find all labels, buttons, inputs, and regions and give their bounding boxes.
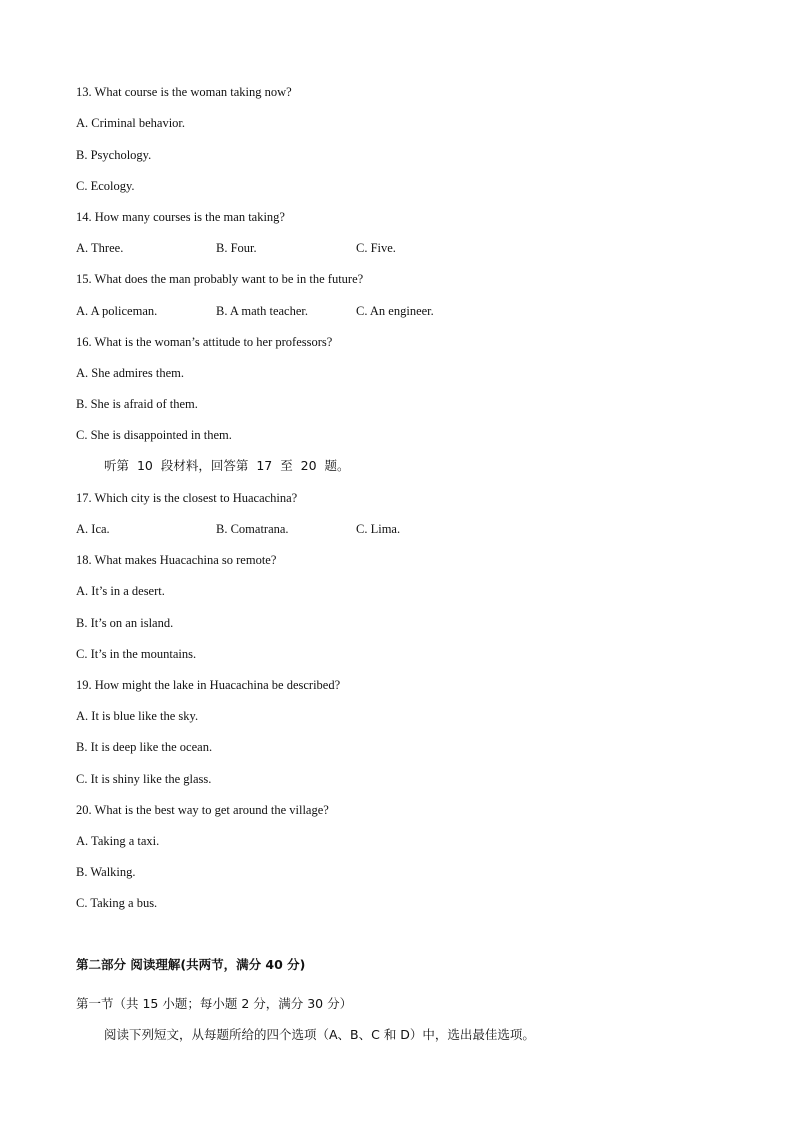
question-13: 13. What course is the woman taking now? [76, 85, 292, 99]
q16-option-a: A. She admires them. [76, 366, 184, 380]
q14-option-a: A. Three. [76, 241, 124, 255]
q19-option-c: C. It is shiny like the glass. [76, 772, 212, 786]
q19-option-b: B. It is deep like the ocean. [76, 740, 213, 754]
q17-option-a: A. Ica. [76, 522, 110, 536]
question-18: 18. What makes Huacachina so remote? [76, 553, 277, 567]
passage-10-instruction: 听第 10 段材料，回答第 17 至 20 题。 [104, 458, 350, 473]
question-14: 14. How many courses is the man taking? [76, 210, 285, 224]
question-15: 15. What does the man probably want to be in the future? [76, 272, 364, 286]
q18-option-b: B. It’s on an island. [76, 616, 174, 630]
q19-option-a: A. It is blue like the sky. [76, 709, 199, 723]
question-16: 16. What is the woman’s attitude to her professors? [76, 335, 333, 349]
q14-option-b: B. Four. [216, 241, 257, 255]
q15-option-c: C. An engineer. [356, 304, 434, 318]
q17-option-b: B. Comatrana. [216, 522, 289, 536]
q17-option-c: C. Lima. [356, 522, 401, 536]
q16-option-c: C. She is disappointed in them. [76, 428, 232, 442]
q18-option-c: C. It’s in the mountains. [76, 647, 197, 661]
q20-option-a: A. Taking a taxi. [76, 834, 160, 848]
q15-option-b: B. A math teacher. [216, 304, 308, 318]
part-2-heading: 第二部分 阅读理解(共两节，满分 40 分) [76, 957, 306, 972]
question-17: 17. Which city is the closest to Huacachina? [76, 491, 298, 505]
q13-option-c: C. Ecology. [76, 179, 135, 193]
q15-option-a: A. A policeman. [76, 304, 158, 318]
q18-option-a: A. It’s in a desert. [76, 584, 165, 598]
q16-option-b: B. She is afraid of them. [76, 397, 198, 411]
q20-option-c: C. Taking a bus. [76, 896, 158, 910]
q13-option-a: A. Criminal behavior. [76, 116, 186, 130]
section-1-heading: 第一节（共 15 小题；每小题 2 分，满分 30 分） [76, 996, 353, 1011]
q20-option-b: B. Walking. [76, 865, 136, 879]
question-19: 19. How might the lake in Huacachina be described? [76, 678, 341, 692]
q14-option-c: C. Five. [356, 241, 396, 255]
question-20: 20. What is the best way to get around the village? [76, 803, 329, 817]
section-1-instruction: 阅读下列短文，从每题所给的四个选项（A、B、C 和 D）中，选出最佳选项。 [104, 1027, 535, 1042]
q13-option-b: B. Psychology. [76, 148, 152, 162]
